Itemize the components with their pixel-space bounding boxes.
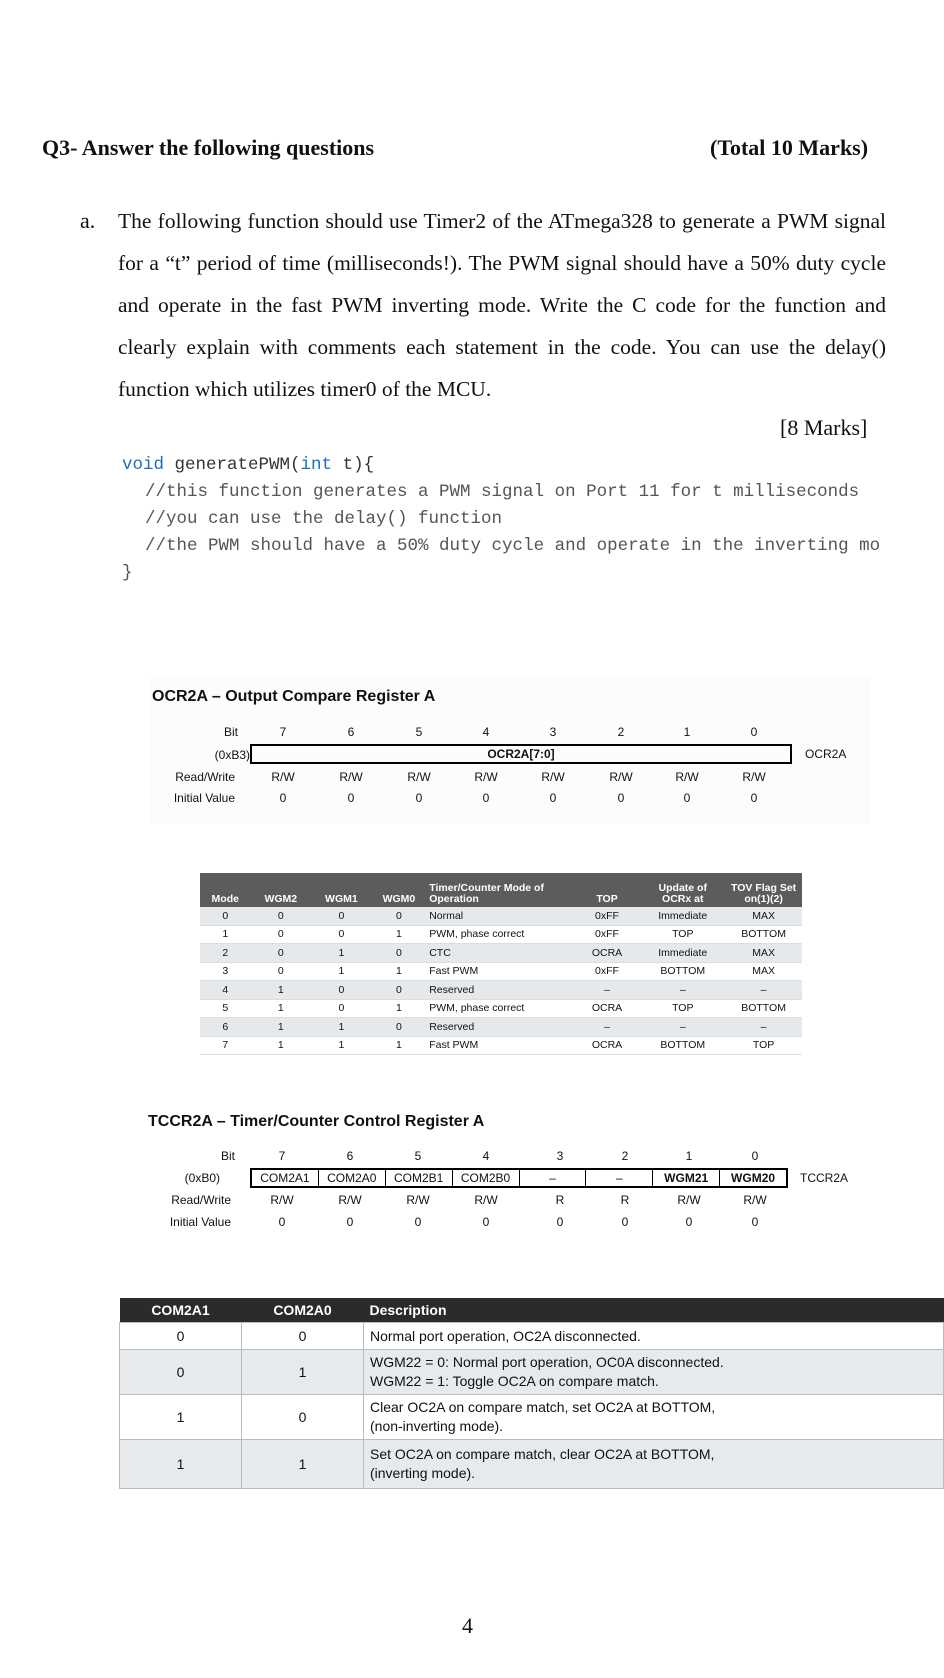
wgm-cell: 1: [311, 962, 372, 981]
wgm-header: Timer/Counter Mode of Operation: [426, 873, 573, 907]
wgm-cell: 1: [311, 944, 372, 963]
wgm-cell: TOP: [640, 999, 725, 1018]
wgm-cell: PWM, phase correct: [426, 999, 573, 1018]
ocr2a-bit: 0: [750, 725, 758, 739]
wgm-cell: 1: [372, 962, 427, 981]
wgm-cell: 0: [251, 944, 312, 963]
tccr2a-field: –: [586, 1170, 653, 1186]
ocr2a-initial: 0: [683, 791, 691, 805]
wgm-row: [200, 1036, 802, 1055]
com-description: [364, 1440, 944, 1489]
wgm-header: TOV Flag Set on(1)(2): [725, 873, 802, 907]
part-a-label: a.: [80, 208, 96, 233]
code-signature: [122, 455, 374, 475]
tccr2a-rw: R/W: [406, 1193, 430, 1207]
com-header: COM2A1: [120, 1298, 242, 1323]
com-cell: 0: [242, 1395, 364, 1440]
ocr2a-rw: R/W: [407, 770, 431, 784]
com-header: Description: [364, 1298, 944, 1323]
code-comment-1: //this function generates a PWM signal on Port 11 for t milliseconds: [145, 482, 860, 502]
ocr2a-label-bit: Bit: [223, 725, 238, 739]
wgm-cell: 0: [200, 907, 251, 925]
tccr2a-register-box: [250, 1168, 788, 1188]
code-param: t){: [332, 455, 375, 475]
wgm-cell: 3: [200, 962, 251, 981]
com-description-line: Set OC2A on compare match, clear OC2A at BOTTOM,: [370, 1446, 715, 1462]
wgm-cell: TOP: [640, 925, 725, 944]
ocr2a-rw: R/W: [474, 770, 498, 784]
wgm-cell: 5: [200, 999, 251, 1018]
wgm-cell: 2: [200, 944, 251, 963]
tccr2a-label-rw: Read/Write: [171, 1193, 231, 1207]
wgm-cell: 1: [251, 999, 312, 1018]
code-close-brace: }: [122, 563, 133, 583]
ocr2a-rw: R/W: [609, 770, 633, 784]
tccr2a-field: –: [520, 1170, 587, 1186]
tccr2a-bit: 3: [556, 1149, 564, 1163]
ocr2a-title: OCR2A – Output Compare Register A: [152, 688, 436, 705]
tccr2a-rw: R/W: [270, 1193, 294, 1207]
tccr2a-bit: 7: [278, 1149, 286, 1163]
wgm-cell: 1: [372, 999, 427, 1018]
part-a-marks: [8 Marks]: [780, 415, 868, 440]
ocr2a-initial: 0: [617, 791, 625, 805]
ocr2a-field: OCR2A[7:0]: [487, 747, 555, 761]
wgm-cell: BOTTOM: [725, 925, 802, 944]
ocr2a-bit: 7: [279, 725, 287, 739]
wgm-row: [200, 944, 802, 963]
ocr2a-label-rw: Read/Write: [175, 770, 235, 784]
wgm-cell: 1: [251, 1036, 312, 1055]
com-row: [120, 1323, 944, 1350]
ocr2a-initial: 0: [482, 791, 490, 805]
com-row: [120, 1440, 944, 1489]
wgm-cell: BOTTOM: [725, 999, 802, 1018]
tccr2a-bit: 6: [346, 1149, 354, 1163]
wgm-mode-table: [200, 873, 802, 1055]
wgm-cell: 6: [200, 1018, 251, 1037]
wgm-row: [200, 1018, 802, 1037]
wgm-cell: Fast PWM: [426, 1036, 573, 1055]
com-row: [120, 1395, 944, 1440]
tccr2a-initial: 0: [556, 1215, 564, 1229]
ocr2a-register-name: OCR2A: [805, 747, 847, 761]
com-header: COM2A0: [242, 1298, 364, 1323]
wgm-row: [200, 999, 802, 1018]
wgm-cell: 0: [311, 981, 372, 1000]
tccr2a-rw: R: [620, 1193, 630, 1207]
com-description-line: Clear OC2A on compare match, set OC2A at BOTTOM,: [370, 1399, 716, 1415]
ocr2a-bit: 6: [347, 725, 355, 739]
tccr2a-field: WGM21: [653, 1170, 720, 1186]
wgm-header: Update of OCRx at: [640, 873, 725, 907]
ocr2a-initial: 0: [415, 791, 423, 805]
com-cell: 1: [242, 1440, 364, 1489]
wgm-cell: 0: [311, 925, 372, 944]
wgm-cell: OCRA: [574, 999, 641, 1018]
wgm-cell: 0: [311, 907, 372, 925]
wgm-cell: OCRA: [574, 1036, 641, 1055]
ocr2a-bit: 5: [415, 725, 423, 739]
wgm-row: [200, 962, 802, 981]
com-description-line: (non-inverting mode).: [370, 1418, 504, 1434]
wgm-cell: –: [640, 981, 725, 1000]
tccr2a-label-initial: Initial Value: [169, 1215, 231, 1229]
tccr2a-field: COM2A1: [252, 1170, 319, 1186]
tccr2a-initial: 0: [278, 1215, 286, 1229]
part-a-text: The following function should use Timer2 of the ATmega328 to generate a PWM signal for a “t” period of time (milliseconds!). The PWM signal should have a 50% duty cycle and operate in the fast PWM inverting mode. Write the C code for the function and clearly explain with comments each statement in the code. You can use the delay() function which utilizes timer0 of the MCU.: [118, 209, 886, 401]
wgm-cell: –: [574, 1018, 641, 1037]
tccr2a-title: TCCR2A – Timer/Counter Control Register A: [148, 1113, 485, 1130]
com-description-line: (inverting mode).: [370, 1465, 476, 1481]
com-cell: 0: [120, 1323, 242, 1350]
wgm-cell: TOP: [725, 1036, 802, 1055]
wgm-cell: PWM, phase correct: [426, 925, 573, 944]
tccr2a-register-name: TCCR2A: [800, 1171, 849, 1185]
wgm-header: WGM0: [372, 873, 427, 907]
wgm-cell: Immediate: [640, 907, 725, 925]
tccr2a-bit: 2: [621, 1149, 629, 1163]
ocr2a-label-address: (0xB3): [214, 748, 250, 762]
code-keyword-void: void: [122, 455, 165, 475]
ocr2a-rw: R/W: [339, 770, 363, 784]
tccr2a-initial: 0: [751, 1215, 759, 1229]
wgm-cell: MAX: [725, 944, 802, 963]
ocr2a-rw: R/W: [271, 770, 295, 784]
tccr2a-field: COM2B1: [386, 1170, 453, 1186]
wgm-cell: –: [640, 1018, 725, 1037]
wgm-cell: 1: [372, 1036, 427, 1055]
wgm-cell: 0: [372, 944, 427, 963]
tccr2a-rw: R/W: [338, 1193, 362, 1207]
ocr2a-bit: 4: [482, 725, 490, 739]
tccr2a-rw: R/W: [474, 1193, 498, 1207]
wgm-cell: 0xFF: [574, 907, 641, 925]
wgm-cell: 7: [200, 1036, 251, 1055]
ocr2a-initial: 0: [279, 791, 287, 805]
wgm-cell: Reserved: [426, 1018, 573, 1037]
wgm-cell: MAX: [725, 962, 802, 981]
wgm-cell: 1: [311, 1018, 372, 1037]
com-cell: 0: [120, 1350, 242, 1395]
wgm-cell: 0: [251, 907, 312, 925]
wgm-cell: –: [725, 1018, 802, 1037]
wgm-cell: –: [725, 981, 802, 1000]
wgm-cell: 1: [251, 981, 312, 1000]
tccr2a-initial: 0: [414, 1215, 422, 1229]
com-header-row: [120, 1298, 944, 1323]
ocr2a-initial: 0: [549, 791, 557, 805]
wgm-cell: Reserved: [426, 981, 573, 1000]
wgm-cell: BOTTOM: [640, 962, 725, 981]
wgm-header: WGM2: [251, 873, 312, 907]
wgm-cell: MAX: [725, 907, 802, 925]
com-description: [364, 1395, 944, 1440]
wgm-cell: BOTTOM: [640, 1036, 725, 1055]
wgm-cell: CTC: [426, 944, 573, 963]
wgm-cell: 1: [251, 1018, 312, 1037]
ocr2a-rw: R/W: [742, 770, 766, 784]
tccr2a-initial: 0: [621, 1215, 629, 1229]
wgm-cell: 1: [311, 1036, 372, 1055]
ocr2a-bit: 2: [617, 725, 625, 739]
wgm-cell: 0: [372, 981, 427, 1000]
com-description-line: WGM22 = 1: Toggle OC2A on compare match.: [370, 1373, 659, 1389]
wgm-row: [200, 925, 802, 944]
wgm-cell: Fast PWM: [426, 962, 573, 981]
wgm-header: WGM1: [311, 873, 372, 907]
tccr2a-initial: 0: [482, 1215, 490, 1229]
ocr2a-bit: 1: [683, 725, 691, 739]
tccr2a-rw: R: [555, 1193, 565, 1207]
code-comment-3: //the PWM should have a 50% duty cycle and operate in the inverting mo: [145, 536, 881, 556]
wgm-cell: 0: [372, 907, 427, 925]
com-description: [364, 1350, 944, 1395]
page-number: 4: [462, 1613, 473, 1638]
com-description: [364, 1323, 944, 1350]
wgm-header: Mode: [200, 873, 251, 907]
wgm-cell: Normal: [426, 907, 573, 925]
wgm-header: TOP: [574, 873, 641, 907]
tccr2a-bit: 0: [751, 1149, 759, 1163]
ocr2a-label-initial: Initial Value: [173, 791, 235, 805]
tccr2a-initial: 0: [685, 1215, 693, 1229]
wgm-cell: 0xFF: [574, 925, 641, 944]
ocr2a-initial: 0: [750, 791, 758, 805]
tccr2a-label-address: (0xB0): [184, 1171, 220, 1185]
com-row: [120, 1350, 944, 1395]
wgm-cell: 1: [372, 925, 427, 944]
com-cell: 1: [120, 1440, 242, 1489]
wgm-cell: OCRA: [574, 944, 641, 963]
wgm-header-row: [200, 873, 802, 907]
wgm-cell: 0: [311, 999, 372, 1018]
question-title: Q3- Answer the following questions: [42, 135, 375, 160]
com-description-line: Normal port operation, OC2A disconnected.: [370, 1327, 641, 1344]
tccr2a-bit: 1: [685, 1149, 693, 1163]
wgm-cell: 0: [372, 1018, 427, 1037]
ocr2a-rw: R/W: [541, 770, 565, 784]
wgm-cell: –: [574, 981, 641, 1000]
ocr2a-rw: R/W: [675, 770, 699, 784]
tccr2a-rw: R/W: [743, 1193, 767, 1207]
wgm-cell: 0: [251, 962, 312, 981]
wgm-cell: 0xFF: [574, 962, 641, 981]
code-function-name: generatePWM(: [164, 455, 301, 475]
tccr2a-label-bit: Bit: [220, 1149, 235, 1163]
tccr2a-field: WGM20: [731, 1171, 776, 1185]
wgm-cell: 0: [251, 925, 312, 944]
ocr2a-bit: 3: [549, 725, 557, 739]
com-cell: 1: [120, 1395, 242, 1440]
code-comment-2: //you can use the delay() function: [145, 509, 503, 529]
tccr2a-initial: 0: [346, 1215, 354, 1229]
tccr2a-field: COM2B0: [453, 1170, 520, 1186]
com-cell: 1: [242, 1350, 364, 1395]
wgm-cell: 4: [200, 981, 251, 1000]
ocr2a-initial: 0: [347, 791, 355, 805]
com2a-table: [119, 1298, 944, 1489]
tccr2a-bit: 4: [482, 1149, 490, 1163]
wgm-row: [200, 981, 802, 1000]
wgm-cell: 1: [200, 925, 251, 944]
tccr2a-field: COM2A0: [319, 1170, 386, 1186]
tccr2a-rw: R/W: [677, 1193, 701, 1207]
question-total-marks: (Total 10 Marks): [710, 135, 869, 160]
code-keyword-int: int: [300, 455, 333, 475]
tccr2a-bit: 5: [414, 1149, 422, 1163]
wgm-row: [200, 907, 802, 925]
com-cell: 0: [242, 1323, 364, 1350]
com-description-line: WGM22 = 0: Normal port operation, OC0A disconnected.: [370, 1354, 724, 1370]
wgm-cell: Immediate: [640, 944, 725, 963]
